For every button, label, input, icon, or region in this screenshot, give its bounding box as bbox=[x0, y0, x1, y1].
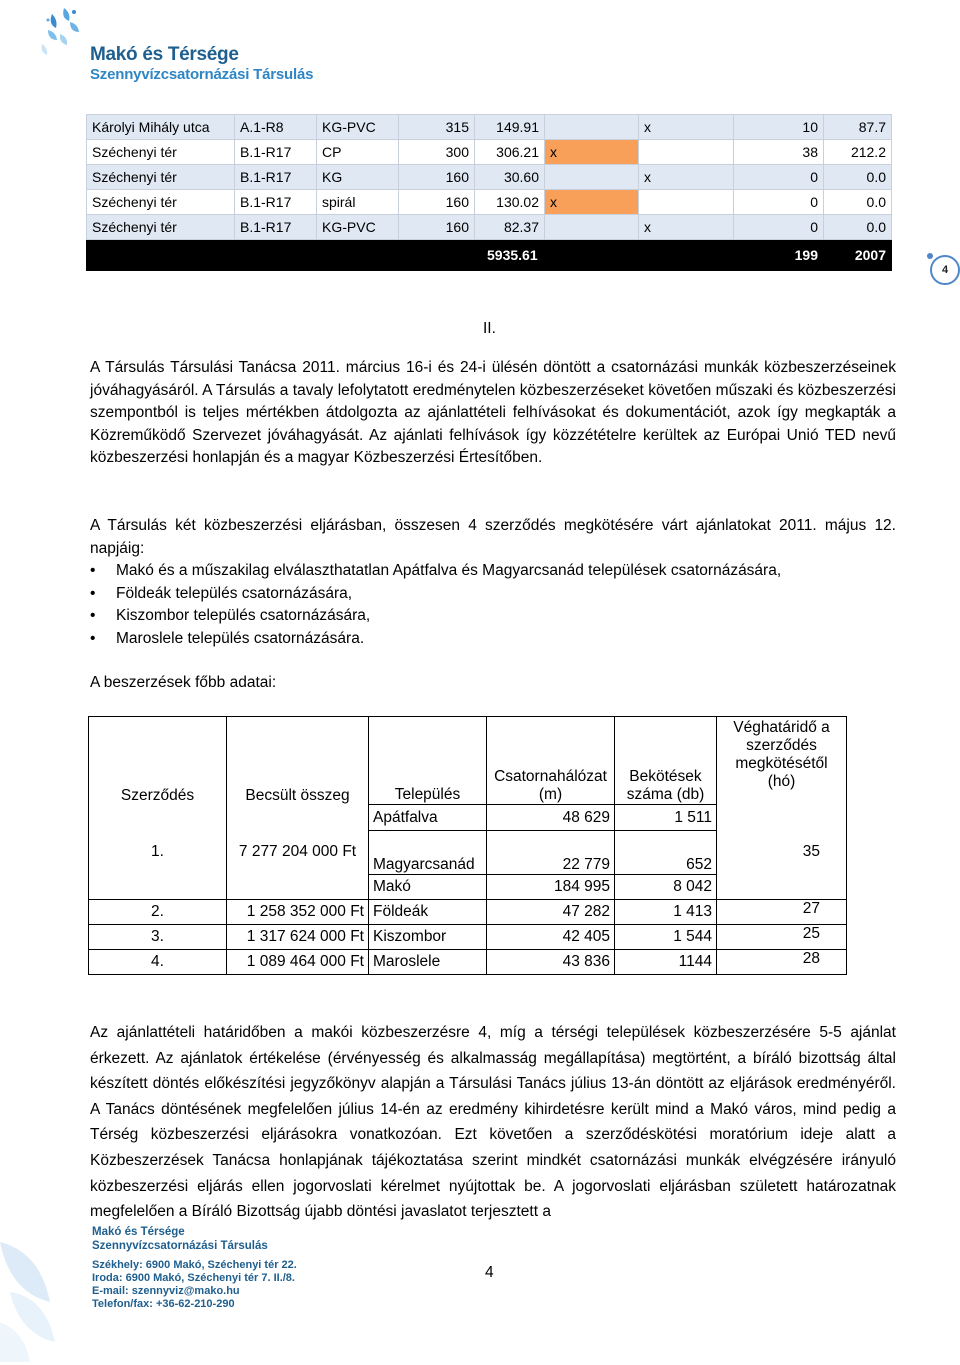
settlement-cell: Magyarcsanád bbox=[369, 831, 487, 875]
footer-seat: Székhely: 6900 Makó, Széchenyi tér 22. bbox=[92, 1259, 297, 1271]
mark-a-cell: x bbox=[545, 140, 639, 165]
logo-subtitle: Szennyvízcsatornázási Társulás bbox=[90, 66, 314, 83]
settlement-cell: Apátfalva bbox=[369, 805, 487, 831]
page-number: 4 bbox=[485, 1264, 494, 1281]
header-estimate: Becsült összeg bbox=[227, 717, 369, 805]
code-cell: B.1-R17 bbox=[235, 140, 317, 165]
network-cell: 22 779 bbox=[487, 831, 615, 875]
total-length-cell: 5935.61 bbox=[475, 240, 639, 271]
header-contract: Szerződés bbox=[89, 717, 227, 805]
footer-contact bbox=[92, 1259, 297, 1311]
page-badge-dot bbox=[927, 253, 933, 259]
material-cell: KG-PVC bbox=[317, 215, 399, 240]
settlement-cell: Maroslele bbox=[369, 950, 487, 975]
table-row bbox=[89, 805, 847, 831]
value-cell: 87.7 bbox=[824, 115, 892, 140]
total-row bbox=[87, 240, 892, 271]
table-row bbox=[89, 925, 847, 950]
count-cell: 0 bbox=[734, 190, 824, 215]
length-cell: 82.37 bbox=[475, 215, 545, 240]
contract-estimate: 1 258 352 000 Ft bbox=[227, 900, 369, 925]
length-cell: 130.02 bbox=[475, 190, 545, 215]
connections-cell: 8 042 bbox=[615, 875, 717, 900]
street-cell: Károlyi Mihály utca bbox=[87, 115, 235, 140]
network-cell: 43 836 bbox=[487, 950, 615, 975]
contract-no: 1. bbox=[89, 805, 227, 900]
code-cell: B.1-R17 bbox=[235, 165, 317, 190]
header-deadline: Véghatáridő a szerződés megkötésétől (hó) bbox=[717, 717, 847, 805]
settlement-cell: Makó bbox=[369, 875, 487, 900]
length-cell: 149.91 bbox=[475, 115, 545, 140]
list-item: • Földeák település csatornázására, bbox=[90, 583, 896, 606]
diameter-cell: 300 bbox=[399, 140, 475, 165]
settlement-list bbox=[90, 560, 896, 650]
settlement-cell: Kiszombor bbox=[369, 925, 487, 950]
page-badge: 4 bbox=[930, 255, 960, 285]
contract-deadline: 28 bbox=[717, 950, 847, 975]
paragraph-3: A beszerzések főbb adatai: bbox=[90, 674, 277, 691]
street-cell: Széchenyi tér bbox=[87, 140, 235, 165]
table-row bbox=[87, 215, 892, 240]
material-cell: KG bbox=[317, 165, 399, 190]
contract-estimate: 1 089 464 000 Ft bbox=[227, 950, 369, 975]
footer-email[interactable]: E-mail: szennyviz@mako.hu bbox=[92, 1285, 240, 1297]
value-cell: 0.0 bbox=[824, 215, 892, 240]
contract-estimate: 7 277 204 000 Ft bbox=[227, 805, 369, 900]
mark-a-cell bbox=[545, 215, 639, 240]
footer-phone: Telefon/fax: +36-62-210-290 bbox=[92, 1298, 235, 1310]
table-row bbox=[87, 115, 892, 140]
contract-no: 2. bbox=[89, 900, 227, 925]
network-cell: 47 282 bbox=[487, 900, 615, 925]
connections-cell: 1144 bbox=[615, 950, 717, 975]
contracts-table bbox=[88, 716, 847, 975]
length-cell: 306.21 bbox=[475, 140, 545, 165]
diameter-cell: 160 bbox=[399, 215, 475, 240]
mark-b-cell: x bbox=[639, 215, 734, 240]
table-row bbox=[87, 190, 892, 215]
connections-cell: 1 413 bbox=[615, 900, 717, 925]
count-cell: 38 bbox=[734, 140, 824, 165]
section-title: II. bbox=[483, 320, 496, 337]
value-cell: 212.2 bbox=[824, 140, 892, 165]
material-cell: spirál bbox=[317, 190, 399, 215]
contract-no: 3. bbox=[89, 925, 227, 950]
footer-org-name: Makó és Térsége bbox=[92, 1226, 185, 1238]
paragraph-1: A Társulás Társulási Tanácsa 2011. március 16-i és 24-i ülésén döntött a csatornázási munkák közbeszerzéseinek jóváhagyásáról. A Társulás a tavaly lefolytatott eredménytelen közbeszerzéseket követően műszaki és közbeszerzési szempontból is teljes mértékben átdolgozta az ajánlattételi felhívásokat és dokumentációt, azok így megkapták a Közreműködő Szervezet jóváhagyását. Az ajánlati felhívások így közzétételre kerültek az Európai Unió TED nevű közbeszerzési honlapján és a magyar Közbeszerzési Értesítőben. bbox=[90, 359, 896, 466]
diameter-cell: 315 bbox=[399, 115, 475, 140]
connections-cell: 652 bbox=[615, 831, 717, 875]
header-connections: Bekötések száma (db) bbox=[615, 717, 717, 805]
value-cell: 0.0 bbox=[824, 165, 892, 190]
settlement-cell: Földeák bbox=[369, 900, 487, 925]
list-item: • Maroslele település csatornázására. bbox=[90, 628, 896, 651]
footer-org-subtitle: Szennyvízcsatornázási Társulás bbox=[92, 1240, 268, 1252]
network-cell: 48 629 bbox=[487, 805, 615, 831]
mark-a-cell bbox=[545, 165, 639, 190]
count-cell: 10 bbox=[734, 115, 824, 140]
material-cell: CP bbox=[317, 140, 399, 165]
value-cell: 0.0 bbox=[824, 190, 892, 215]
contract-no: 4. bbox=[89, 950, 227, 975]
table-row bbox=[89, 900, 847, 925]
street-cell: Széchenyi tér bbox=[87, 190, 235, 215]
mark-b-cell bbox=[639, 190, 734, 215]
mark-b-cell: x bbox=[639, 165, 734, 190]
count-cell: 0 bbox=[734, 165, 824, 190]
mark-a-cell: x bbox=[545, 190, 639, 215]
table-header-row bbox=[89, 717, 847, 805]
mark-b-cell bbox=[639, 140, 734, 165]
network-cell: 42 405 bbox=[487, 925, 615, 950]
diameter-cell: 160 bbox=[399, 190, 475, 215]
contract-estimate: 1 317 624 000 Ft bbox=[227, 925, 369, 950]
mark-a-cell bbox=[545, 115, 639, 140]
header-settlement: Település bbox=[369, 717, 487, 805]
header-network: Csatornahálózat (m) bbox=[487, 717, 615, 805]
connections-cell: 1 511 bbox=[615, 805, 717, 831]
material-cell: KG-PVC bbox=[317, 115, 399, 140]
pipe-table bbox=[86, 114, 892, 271]
logo-title: Makó és Térsége bbox=[90, 44, 239, 65]
network-cell: 184 995 bbox=[487, 875, 615, 900]
table-row bbox=[89, 950, 847, 975]
table-row bbox=[87, 140, 892, 165]
street-cell: Széchenyi tér bbox=[87, 165, 235, 190]
list-item: • Kiszombor település csatornázására, bbox=[90, 605, 896, 628]
connections-cell: 1 544 bbox=[615, 925, 717, 950]
contract-deadline: 25 bbox=[717, 925, 847, 950]
paragraph-4: Az ajánlattételi határidőben a makói közbeszerzésre 4, míg a térségi települések közbeszerzésére 5-5 ajánlat érkezett. Az ajánlatok értékelése (érvényesség és alkalmasság megállapítása) megtörtént, a bíráló bizottság által készített döntés előkészítési jegyzőkönyv alapján a Társulási Tanács július 13-án döntött az eljárások eredményéről. A Tanács döntésének megfelelően július 14-én az eredmény kihirdetésre került mind a Makó város, mind pedig a Térség közbeszerzési eljárásokra vonatkozóan. Ezt követően a szerződéskötési moratórium ideje alatt a Közbeszerzések Tanácsa honlapjának tájékoztatása szerint mindkét csatornázási munkák elvégzésére irányuló közbeszerzési eljárás ellen jogorvoslati kérelmet nyújtottak be. A jogorvoslati eljárásban született határozatnak megfelelően a Bíráló Bizottság újabb döntési javaslatot terjesztett a bbox=[90, 1024, 896, 1221]
table-row bbox=[87, 165, 892, 190]
contract-deadline: 35 bbox=[717, 805, 847, 900]
total-count-cell: 199 bbox=[734, 240, 824, 271]
diameter-cell: 160 bbox=[399, 165, 475, 190]
length-cell: 30.60 bbox=[475, 165, 545, 190]
total-value-cell: 2007 bbox=[824, 240, 892, 271]
contract-deadline: 27 bbox=[717, 900, 847, 925]
code-cell: B.1-R17 bbox=[235, 190, 317, 215]
count-cell: 0 bbox=[734, 215, 824, 240]
mark-b-cell: x bbox=[639, 115, 734, 140]
footer-office: Iroda: 6900 Makó, Széchenyi tér 7. II./8. bbox=[92, 1272, 295, 1284]
code-cell: B.1-R17 bbox=[235, 215, 317, 240]
list-item: • Makó és a műszakilag elválaszthatatlan Apátfalva és Magyarcsanád települések csatornázására, bbox=[90, 560, 896, 583]
paragraph-2: A Társulás két közbeszerzési eljárásban, összesen 4 szerződés megkötésére várt ajánlatokat 2011. május 12. napjáig: bbox=[90, 517, 896, 557]
street-cell: Széchenyi tér bbox=[87, 215, 235, 240]
code-cell: A.1-R8 bbox=[235, 115, 317, 140]
